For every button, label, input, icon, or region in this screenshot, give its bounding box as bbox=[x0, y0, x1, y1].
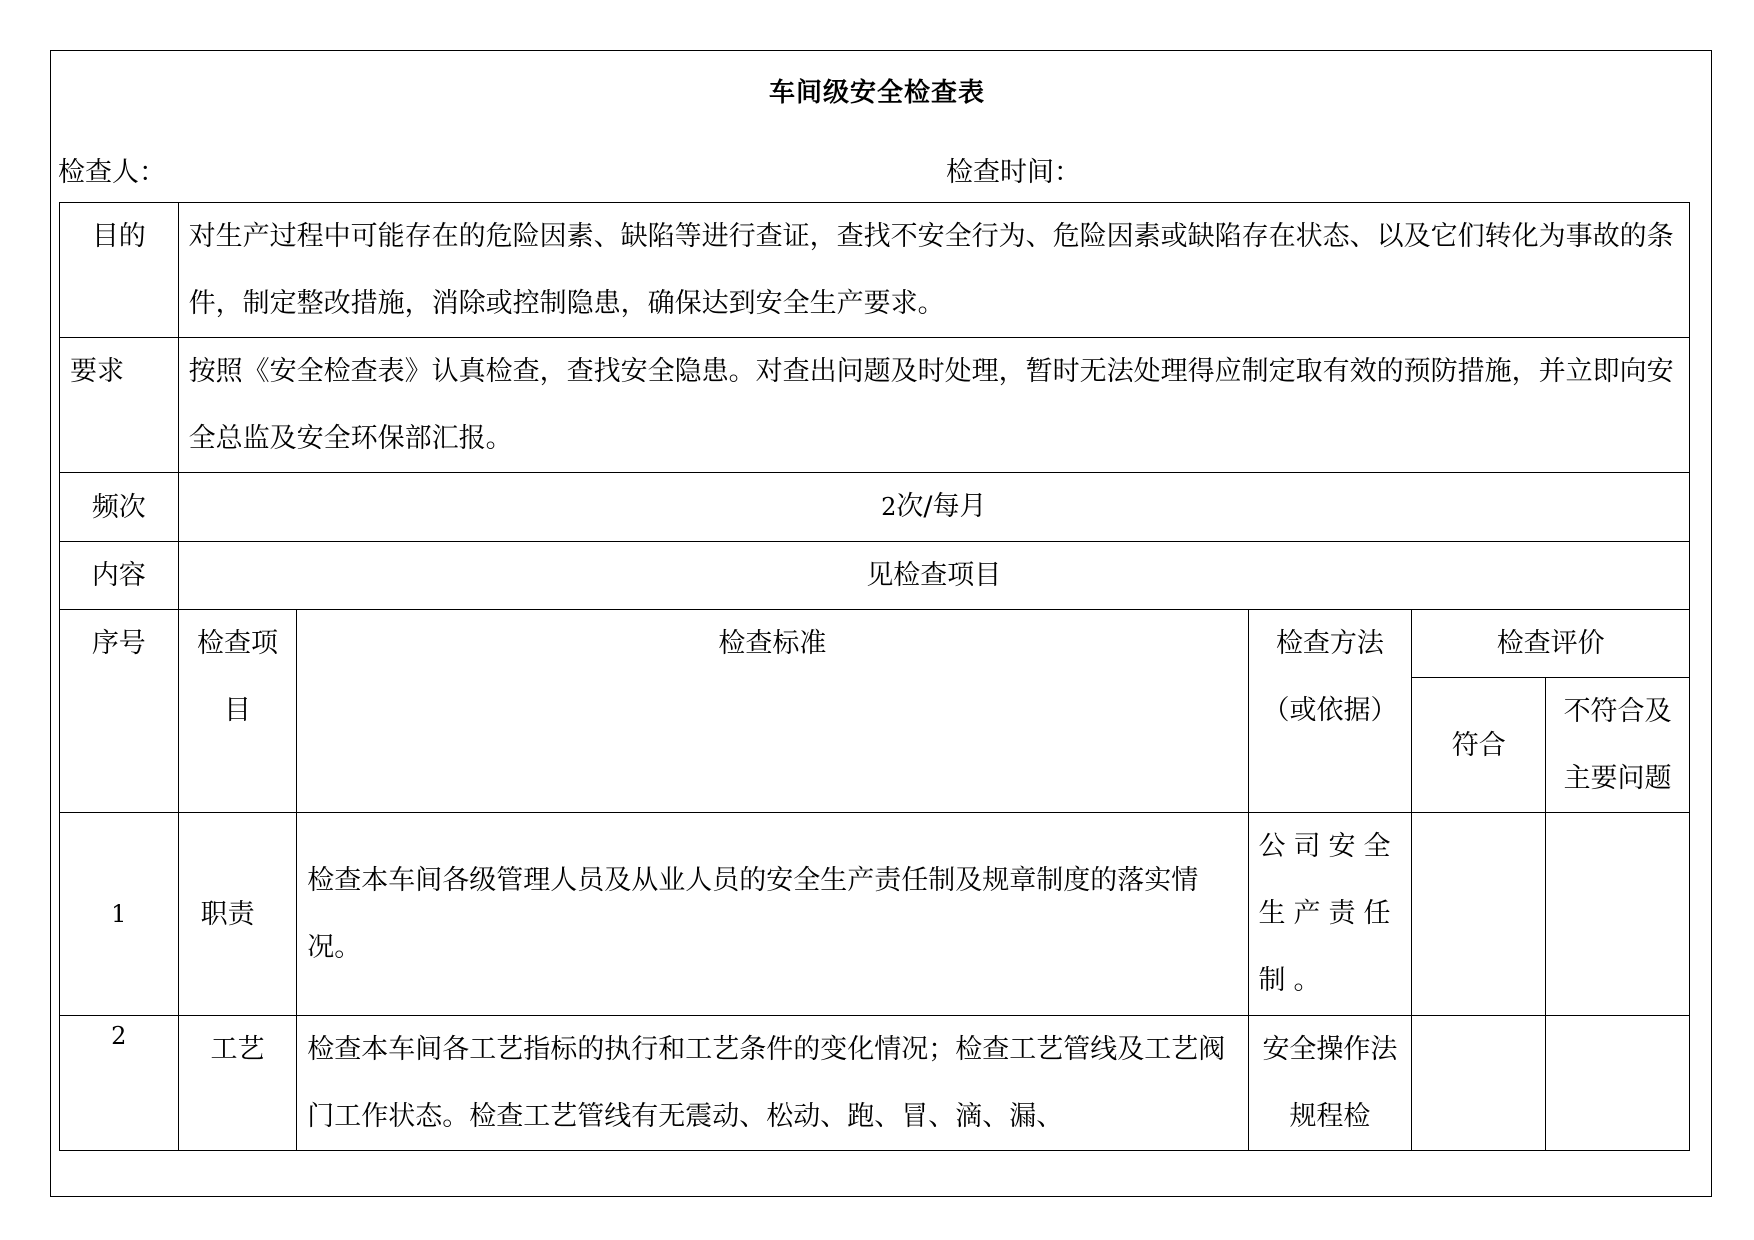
content-text: 见检查项目 bbox=[178, 542, 1689, 610]
requirement-label: 要求 bbox=[60, 338, 179, 473]
frequency-label: 频次 bbox=[60, 473, 179, 542]
header-seq: 序号 bbox=[60, 610, 179, 813]
header-method: 检查方法（或依据） bbox=[1248, 610, 1412, 813]
header-standard: 检查标准 bbox=[297, 610, 1248, 813]
frequency-row bbox=[60, 473, 1690, 542]
header-nonconform: 不符合及主要问题 bbox=[1546, 678, 1690, 813]
row-nonconform-cell bbox=[1546, 1016, 1690, 1151]
inspection-time-label: 检查时间： bbox=[946, 157, 1081, 188]
requirement-row bbox=[60, 338, 1690, 473]
header-evaluation: 检查评价 bbox=[1412, 610, 1690, 678]
purpose-text: 对生产过程中可能存在的危险因素、缺陷等进行查证，查找不安全行为、危险因素或缺陷存在状态、以及它们转化为事故的条件，制定整改措施，消除或控制隐患，确保达到安全生产要求。 bbox=[178, 203, 1689, 338]
row-item: 职责 bbox=[178, 813, 297, 1016]
row-standard: 检查本车间各级管理人员及从业人员的安全生产责任制及规章制度的落实情况。 bbox=[297, 813, 1248, 1016]
frequency-value bbox=[178, 473, 1689, 542]
row-method: 安全操作法规程检 bbox=[1248, 1016, 1412, 1151]
content-label: 内容 bbox=[60, 542, 179, 610]
frequency-number: 2 bbox=[881, 493, 897, 521]
requirement-text: 按照《安全检查表》认真检查，查找安全隐患。对查出问题及时处理，暂时无法处理得应制定取有效的预防措施，并立即向安全总监及安全环保部汇报。 bbox=[178, 338, 1689, 473]
inspector-label: 检查人： bbox=[58, 157, 166, 188]
inspection-table bbox=[59, 202, 1690, 1151]
row-conform-cell bbox=[1412, 813, 1546, 1016]
document-title: 车间级安全检查表 bbox=[768, 78, 985, 108]
purpose-label: 目的 bbox=[60, 203, 179, 338]
row-seq: 1 bbox=[60, 813, 179, 1016]
header-item: 检查项目 bbox=[178, 610, 297, 813]
row-nonconform-cell bbox=[1546, 813, 1690, 1016]
row-standard: 检查本车间各工艺指标的执行和工艺条件的变化情况；检查工艺管线及工艺阀门工作状态。检查工艺管线有无震动、松动、跑、冒、滴、漏、 bbox=[297, 1016, 1248, 1151]
row-seq: 2 bbox=[60, 1016, 179, 1151]
table-row bbox=[60, 813, 1690, 1016]
content-row bbox=[60, 542, 1690, 610]
table-row bbox=[60, 1016, 1690, 1151]
header-row-1 bbox=[60, 610, 1690, 678]
frequency-unit: 次/每月 bbox=[896, 491, 987, 522]
row-method: 公司安全生产责任制。 bbox=[1248, 813, 1412, 1016]
header-conform: 符合 bbox=[1412, 678, 1546, 813]
row-item: 工艺 bbox=[178, 1016, 297, 1151]
row-conform-cell bbox=[1412, 1016, 1546, 1151]
purpose-row bbox=[60, 203, 1690, 338]
